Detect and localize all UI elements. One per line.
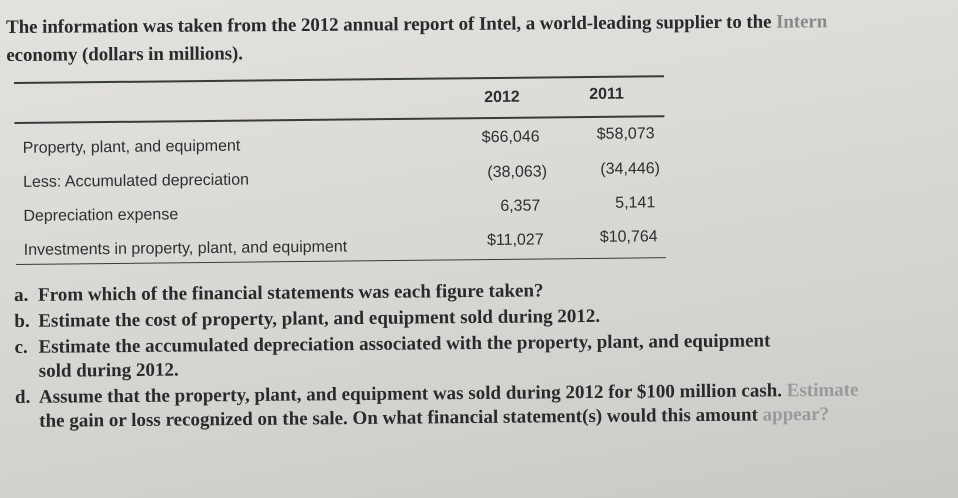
- cell-investments-2012: $11,027: [486, 231, 544, 250]
- cell-ppe-2011: $58,073: [596, 125, 655, 143]
- question-b-text: Estimate the cost of property, plant, and equipment sold during 2012.: [38, 305, 601, 332]
- intro-line-1-text: The information was taken from the 2012 annual report of Intel, a world-leading supplier to the: [6, 11, 772, 38]
- row-label-ppe: Property, plant, and equipment: [22, 137, 241, 157]
- intro-line-1-cutoff: Intern: [771, 11, 828, 33]
- row-label-depr-expense: Depreciation expense: [23, 206, 179, 225]
- question-b-letter: b.: [14, 310, 30, 332]
- question-c: [14, 328, 944, 384]
- question-a-text: From which of the financial statements was each figure taken?: [38, 280, 544, 306]
- header-rule: [14, 115, 664, 124]
- cell-depr-expense-2011: 5,141: [615, 194, 656, 212]
- financial-table: [14, 75, 666, 262]
- question-d: [15, 378, 945, 434]
- cell-accum-depr-2011: (34,446): [600, 160, 661, 178]
- question-c-continuation: sold during 2012.: [38, 359, 179, 382]
- question-d-continuation-cutoff: appear?: [757, 403, 830, 426]
- cell-ppe-2012: $66,046: [481, 128, 540, 147]
- intro-line-2: economy (dollars in millions).: [6, 43, 243, 66]
- cell-depr-expense-2012: 6,357: [500, 197, 541, 215]
- table-top-rule: [14, 75, 664, 84]
- question-d-cutoff: Estimate: [781, 379, 859, 402]
- question-d-continuation: the gain or loss recognized on the sale. On what financial statement(s) would this amount: [39, 404, 758, 432]
- question-d-text: Assume that the property, plant, and equipment was sold during 2012 for $100 million cash.: [38, 380, 783, 408]
- question-d-letter: d.: [14, 386, 31, 408]
- question-list: [14, 276, 945, 436]
- row-label-investments: Investments in property, plant, and equipment: [23, 238, 348, 259]
- question-c-text: Estimate the accumulated depreciation associated with the property, plant, and equipment: [38, 330, 771, 358]
- question-d-continuation-line: [39, 402, 945, 434]
- row-label-accum-depr: Less: Accumulated depreciation: [22, 171, 250, 191]
- column-header-2011: 2011: [589, 85, 624, 103]
- intro-paragraph: [6, 7, 946, 70]
- column-header-2012: 2012: [484, 88, 520, 107]
- question-c-letter: c.: [14, 336, 28, 358]
- cell-investments-2011: $10,764: [599, 228, 658, 246]
- cell-accum-depr-2012: (38,063): [487, 163, 548, 182]
- question-a-letter: a.: [14, 284, 29, 306]
